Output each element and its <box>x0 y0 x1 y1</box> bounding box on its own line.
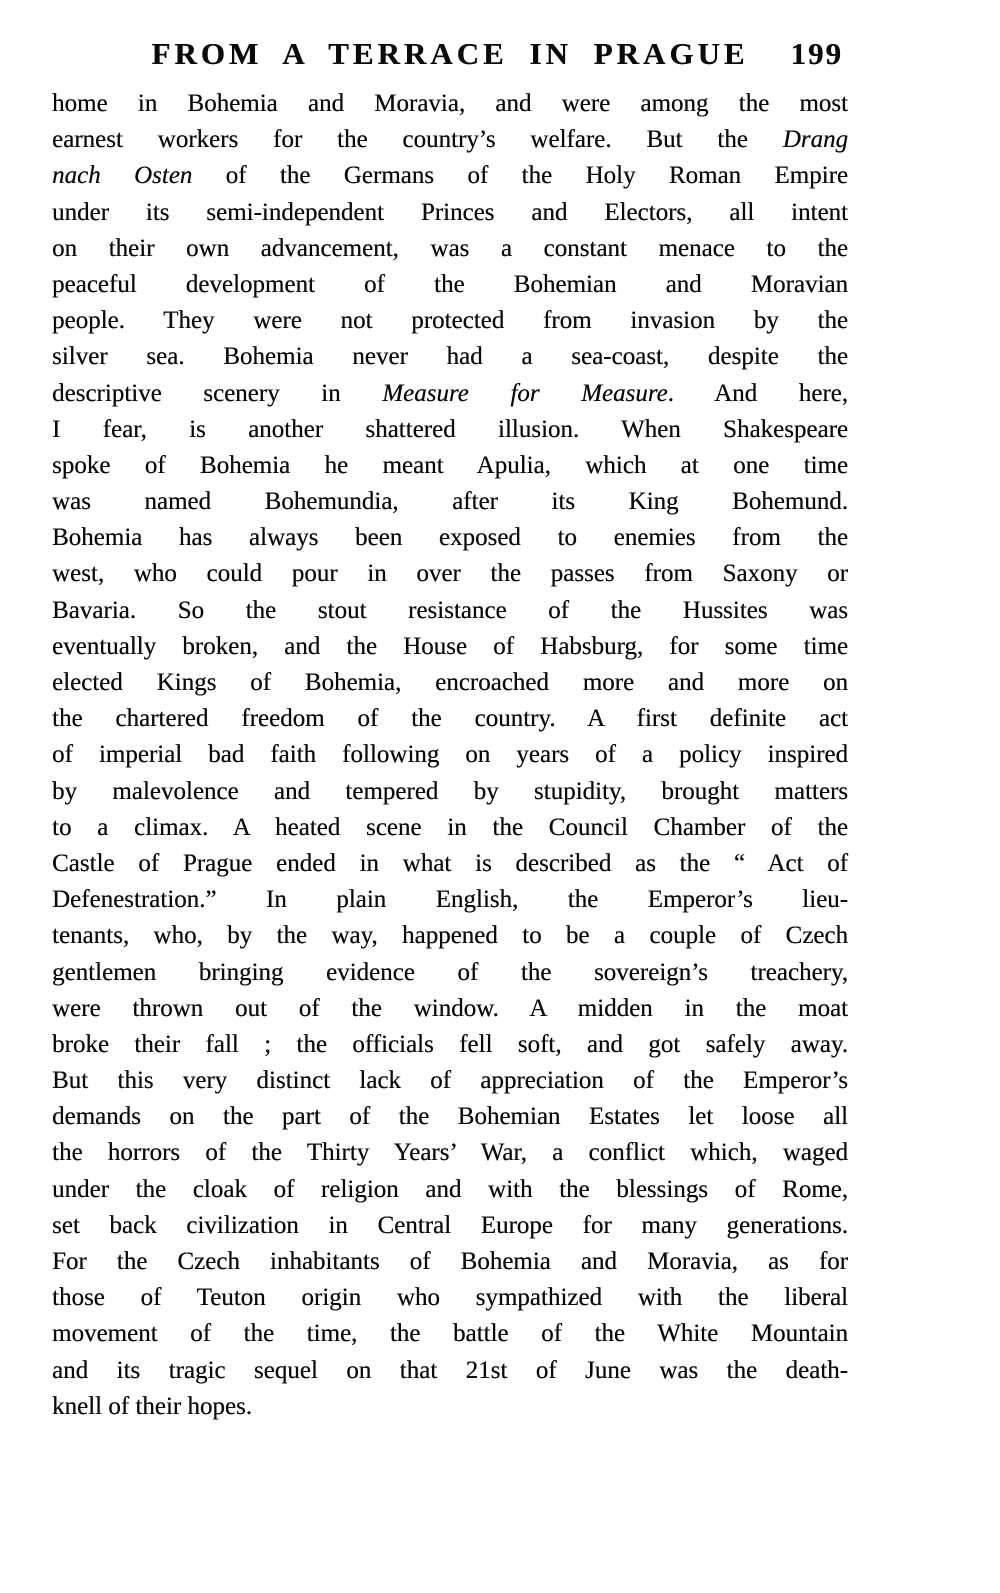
text-line: people. They were not protected from invasion by the <box>52 307 848 335</box>
text-line: movement of the time, the battle of the White Mountain <box>52 1320 848 1348</box>
text-line: west, who could pour in over the passes from Saxony or <box>52 560 848 588</box>
page-number: 199 <box>790 36 843 71</box>
text-line: Bohemia has always been exposed to enemies from the <box>52 524 848 552</box>
text-line: silver sea. Bohemia never had a sea-coast, despite the <box>52 343 848 371</box>
text-line: of imperial bad faith following on years of a policy inspired <box>52 741 848 769</box>
text-line: tenants, who, by the way, happened to be a couple of Czech <box>52 922 848 950</box>
text-line: Defenestration.” In plain English, the Emperor’s lieu- <box>52 886 848 914</box>
text-line: descriptive scenery in Measure for Measure. And here, <box>52 379 848 407</box>
text-line: eventually broken, and the House of Habsburg, for some time <box>52 632 848 660</box>
text-line: demands on the part of the Bohemian Estates let loose all <box>52 1103 848 1131</box>
text-line: gentlemen bringing evidence of the sovereign’s treachery, <box>52 958 848 986</box>
text-line: spoke of Bohemia he meant Apulia, which at one time <box>52 451 848 479</box>
text-line: under its semi-independent Princes and Electors, all intent <box>52 198 848 226</box>
text-line: was named Bohemundia, after its King Bohemund. <box>52 488 848 516</box>
text-line: earnest workers for the country’s welfare. But the Drang <box>52 126 848 154</box>
text-line: Bavaria. So the stout resistance of the Hussites was <box>52 596 848 624</box>
text-line: to a climax. A heated scene in the Council Chamber of the <box>52 813 848 841</box>
text-line: set back civilization in Central Europe for many generations. <box>52 1211 848 1239</box>
text-line: and its tragic sequel on that 21st of June was the death- <box>52 1356 848 1384</box>
text-line: under the cloak of religion and with the blessings of Rome, <box>52 1175 848 1203</box>
text-line: were thrown out of the window. A midden in the moat <box>52 994 848 1022</box>
text-line: broke their fall ; the officials fell soft, and got safely away. <box>52 1030 848 1058</box>
text-line: But this very distinct lack of appreciation of the Emperor’s <box>52 1067 848 1095</box>
text-line: by malevolence and tempered by stupidity, brought matters <box>52 777 848 805</box>
text-line: Castle of Prague ended in what is described as the “ Act of <box>52 849 848 877</box>
text-line: knell of their hopes. <box>52 1392 252 1420</box>
text-line: nach Osten of the Germans of the Holy Roman Empire <box>52 162 848 190</box>
text-line: the horrors of the Thirty Years’ War, a conflict which, waged <box>52 1139 848 1167</box>
text-line: peaceful development of the Bohemian and Moravian <box>52 270 848 298</box>
text-line: those of Teuton origin who sympathized with the liberal <box>52 1284 848 1312</box>
text-line: For the Czech inhabitants of Bohemia and Moravia, as for <box>52 1248 848 1275</box>
text-line: I fear, is another shattered illusion. When Shakespeare <box>52 415 848 443</box>
page-header-title: FROM A TERRACE IN PRAGUE <box>151 36 749 71</box>
text-line: elected Kings of Bohemia, encroached more and more on <box>52 669 848 696</box>
page-text <box>52 86 848 1425</box>
text-line: the chartered freedom of the country. A first definite act <box>52 705 848 733</box>
text-line: home in Bohemia and Moravia, and were among the most <box>52 90 848 117</box>
text-line: on their own advancement, was a constant menace to the <box>52 234 848 262</box>
